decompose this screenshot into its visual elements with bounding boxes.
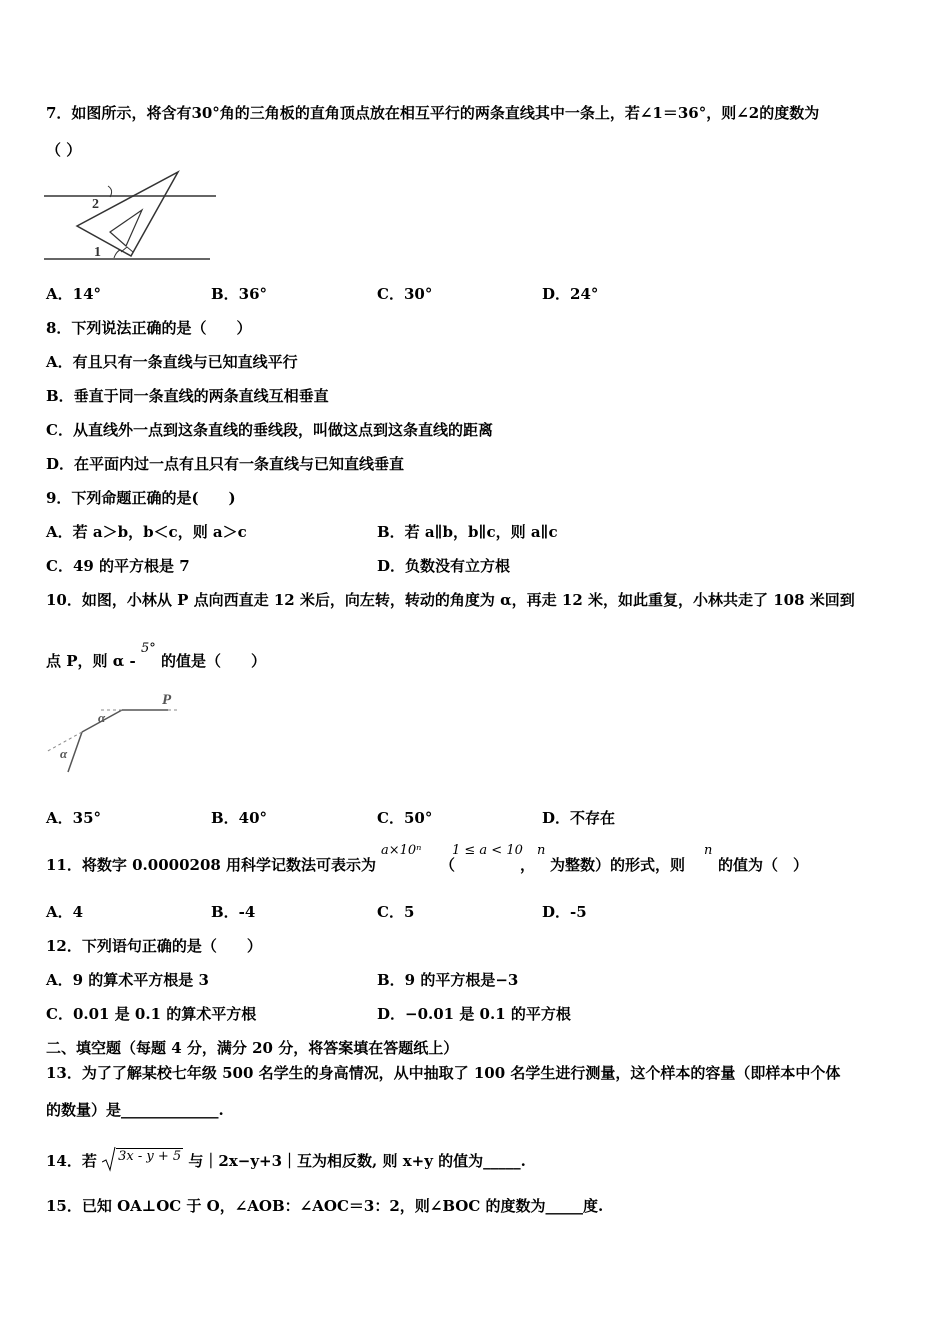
q10-option-d[interactable]: D．不存在 (542, 809, 616, 827)
q10-figure (42, 688, 182, 778)
q13-line1: 13．为了了解某校七年级 500 名学生的身高情况，从中抽取了 100 名学生进行测量，这个样本的容量（即样本中个体 (46, 1064, 841, 1082)
q14-pre: 14．若 (46, 1152, 97, 1170)
q11-condition: 1 ≤ a < 10 (452, 843, 523, 858)
q10-stem-pre: 点 P，则 α - (46, 652, 136, 670)
q11-stem: 11．将数字 0.0000208 用科学记数法可表示为 (46, 856, 377, 874)
q10-stem-line1: 10．如图，小林从 P 点向西直走 12 米后，向左转，转动的角度为 α，再走 12 米，如此重复，小林共走了 108 米回到 (46, 591, 855, 609)
q11-stem-post: 的值为（ ） (718, 856, 809, 874)
q9-stem: 9．下列命题正确的是( ) (46, 489, 236, 507)
q9-option-d[interactable]: D．负数没有立方根 (377, 557, 511, 575)
q7-option-a[interactable]: A．14° (46, 285, 102, 303)
q11-option-c[interactable]: C．5 (377, 903, 415, 921)
q12-option-b[interactable]: B．9 的平方根是−3 (377, 971, 519, 989)
q14-post: 与｜2x−y+3｜互为相反数, 则 x+y 的值为_____. (188, 1152, 526, 1170)
q12-option-a[interactable]: A．9 的算术平方根是 3 (46, 971, 209, 989)
q8-option-b[interactable]: B．垂直于同一条直线的两条直线互相垂直 (46, 387, 329, 405)
q9-option-a[interactable]: A．若 a＞b，b＜c，则 a＞c (46, 523, 247, 541)
q11-cond-open: （ (440, 856, 456, 874)
q8-stem: 8．下列说法正确的是（ ） (46, 319, 252, 337)
q9-option-b[interactable]: B．若 a∥b，b∥c，则 a∥c (377, 523, 558, 541)
q12-option-c[interactable]: C．0.01 是 0.1 的算术平方根 (46, 1005, 257, 1023)
sqrt-icon (102, 1146, 116, 1172)
q11-stem-mid: 为整数）的形式，则 (550, 856, 686, 874)
q11-n2: n (704, 843, 713, 858)
q10-option-c[interactable]: C．50° (377, 809, 433, 827)
q8-option-a[interactable]: A．有且只有一条直线与已知直线平行 (46, 353, 298, 371)
q7-option-b[interactable]: B．36° (211, 285, 268, 303)
q9-option-c[interactable]: C．49 的平方根是 7 (46, 557, 190, 575)
angle-2-label: 2 (92, 197, 99, 212)
q11-comma: ， (520, 856, 536, 874)
q11-option-a[interactable]: A．4 (46, 903, 84, 921)
q14-radicand: 3x - y + 5 (118, 1149, 182, 1164)
q10-stem-line2 (46, 641, 266, 671)
q7-paren: （ ） (46, 141, 82, 159)
q10-stem-post: 的值是（ ） (160, 652, 266, 670)
q7-option-c[interactable]: C．30° (377, 285, 433, 303)
section-heading: 二、填空题（每题 4 分，满分 20 分，将答案填在答题纸上） (46, 1039, 459, 1057)
q14-line (46, 1146, 526, 1172)
q10-stem-sup: 5° (140, 641, 156, 656)
q11-formula: a×10ⁿ (381, 843, 422, 858)
q12-option-d[interactable]: D．−0.01 是 0.1 的平方根 (377, 1005, 571, 1023)
q10-option-b[interactable]: B．40° (211, 809, 268, 827)
angle-1-label: 1 (94, 245, 101, 260)
q10-option-a[interactable]: A．35° (46, 809, 102, 827)
point-p-label: P (162, 692, 172, 708)
q7-stem: 7．如图所示，将含有30°角的三角板的直角顶点放在相互平行的两条直线其中一条上，若∠1＝36°，则∠2的度数为 (46, 104, 820, 122)
triangle-ruler-inner (110, 210, 142, 246)
q8-option-d[interactable]: D．在平面内过一点有且只有一条直线与已知直线垂直 (46, 455, 405, 473)
alpha-label-2: α (60, 746, 68, 761)
q11-option-d[interactable]: D．-5 (542, 903, 587, 921)
q7-figure (44, 168, 220, 264)
angle-1-arc (114, 250, 120, 258)
q8-option-c[interactable]: C．从直线外一点到这条直线的垂线段，叫做这点到这条直线的距离 (46, 421, 493, 439)
q12-stem: 12．下列语句正确的是（ ） (46, 937, 262, 955)
alpha-label-1: α (98, 710, 106, 725)
q11-option-b[interactable]: B．-4 (211, 903, 256, 921)
path-segment-3 (68, 732, 82, 772)
q7-option-d[interactable]: D．24° (542, 285, 599, 303)
q13-line2: 的数量）是_____________. (46, 1101, 224, 1119)
q11-n1: n (537, 843, 546, 858)
q15-line: 15．已知 OA⊥OC 于 O，∠AOB：∠AOC＝3：2，则∠BOC 的度数为_____度. (46, 1197, 604, 1215)
